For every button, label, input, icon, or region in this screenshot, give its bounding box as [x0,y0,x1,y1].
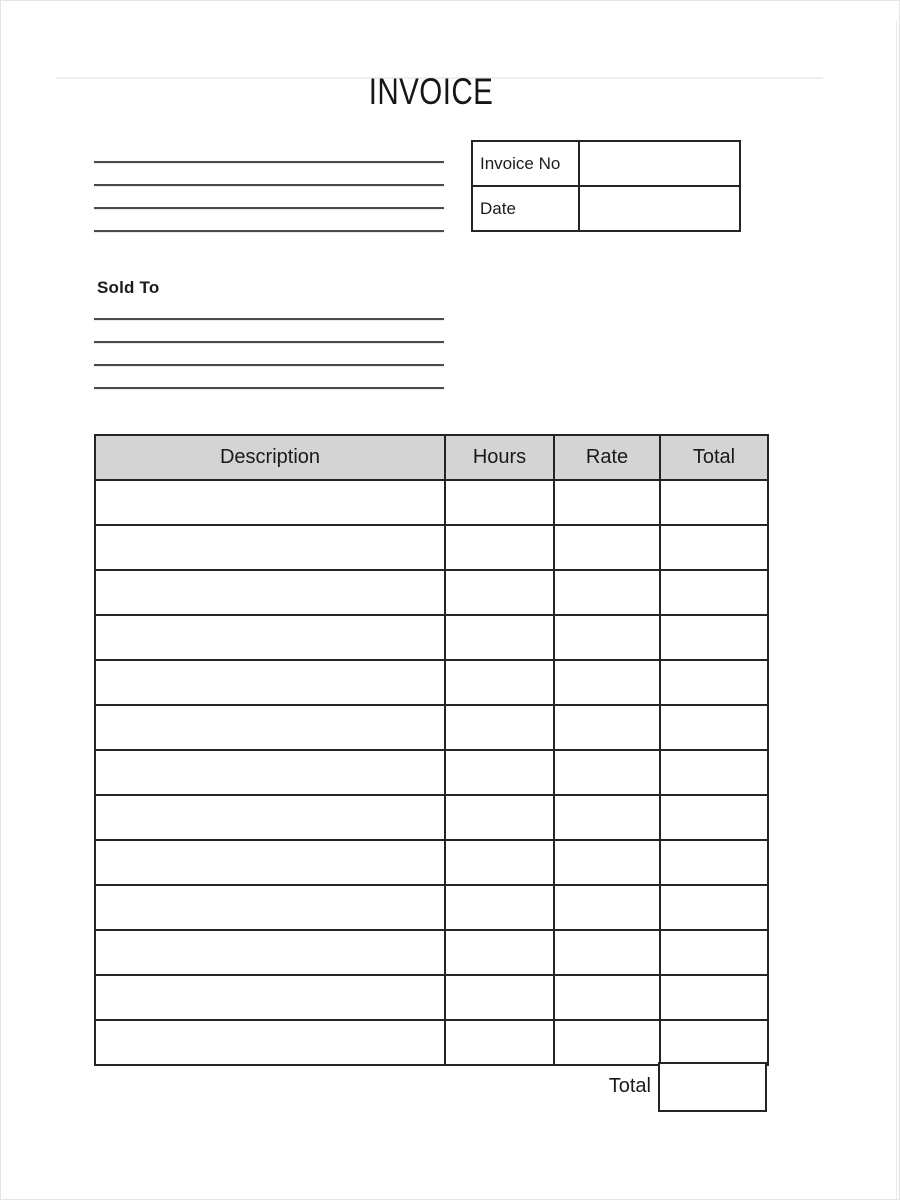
page-edge-artifact-right [896,21,897,1199]
grand-total-label: Total [608,1075,651,1097]
item-row [95,660,768,705]
item-cell-empty [660,525,768,570]
item-cell-empty [95,705,445,750]
invoice-no-row [472,141,740,186]
item-cell-empty [554,615,660,660]
item-cell-empty [445,480,554,525]
date-value-cell [579,186,740,231]
item-cell-empty [554,930,660,975]
item-cell-empty [445,660,554,705]
item-cell-empty [95,795,445,840]
blank-fill-line [94,341,444,343]
item-cell-empty [554,570,660,615]
items-header-row [95,435,768,480]
item-cell-empty [660,840,768,885]
item-cell-empty [554,795,660,840]
item-cell-empty [445,525,554,570]
invoice-meta-table [471,140,741,232]
item-cell-empty [554,885,660,930]
item-row [95,840,768,885]
item-row [95,930,768,975]
item-row [95,570,768,615]
date-label: Date [472,186,579,231]
item-row [95,885,768,930]
item-cell-empty [554,525,660,570]
item-cell-empty [660,885,768,930]
item-cell-empty [554,1020,660,1065]
sold-to-label: Sold To [97,278,160,297]
item-cell-empty [445,840,554,885]
item-cell-empty [660,1020,768,1065]
hours-column-header: Hours [445,435,554,480]
item-cell-empty [445,885,554,930]
description-column-header: Description [95,435,445,480]
item-cell-empty [554,750,660,795]
item-cell-empty [445,570,554,615]
item-cell-empty [660,975,768,1020]
items-table-body [95,480,768,1065]
item-cell-empty [445,705,554,750]
sold-to-lines [94,318,444,410]
date-row [472,186,740,231]
item-cell-empty [554,975,660,1020]
item-cell-empty [660,930,768,975]
item-cell-empty [660,750,768,795]
item-cell-empty [95,885,445,930]
item-cell-empty [554,705,660,750]
company-info-lines [94,161,444,253]
blank-fill-line [94,318,444,320]
item-cell-empty [95,660,445,705]
total-column-header: Total [660,435,768,480]
item-row [95,705,768,750]
item-cell-empty [445,930,554,975]
blank-fill-line [94,161,444,163]
item-cell-empty [95,840,445,885]
item-cell-empty [95,615,445,660]
invoice-no-value-cell [579,141,740,186]
item-cell-empty [95,750,445,795]
item-cell-empty [445,615,554,660]
item-row [95,750,768,795]
page-title: INVOICE [368,71,494,112]
item-row [95,525,768,570]
item-cell-empty [660,795,768,840]
item-cell-empty [95,570,445,615]
item-row [95,975,768,1020]
item-cell-empty [95,525,445,570]
grand-total-value-cell [658,1062,767,1112]
item-cell-empty [554,840,660,885]
item-cell-empty [660,705,768,750]
item-cell-empty [95,1020,445,1065]
item-cell-empty [660,570,768,615]
blank-fill-line [94,387,444,389]
item-cell-empty [554,480,660,525]
blank-fill-line [94,364,444,366]
item-cell-empty [660,615,768,660]
rate-column-header: Rate [554,435,660,480]
item-cell-empty [445,1020,554,1065]
item-row [95,615,768,660]
item-cell-empty [554,660,660,705]
item-cell-empty [95,930,445,975]
item-cell-empty [445,750,554,795]
item-cell-empty [95,975,445,1020]
blank-fill-line [94,207,444,209]
item-cell-empty [660,480,768,525]
blank-fill-line [94,230,444,232]
item-row [95,1020,768,1065]
line-items-table [94,434,769,1066]
invoice-no-label: Invoice No [472,141,579,186]
blank-fill-line [94,184,444,186]
item-cell-empty [445,975,554,1020]
item-row [95,795,768,840]
item-row [95,480,768,525]
item-cell-empty [445,795,554,840]
item-cell-empty [660,660,768,705]
item-cell-empty [95,480,445,525]
